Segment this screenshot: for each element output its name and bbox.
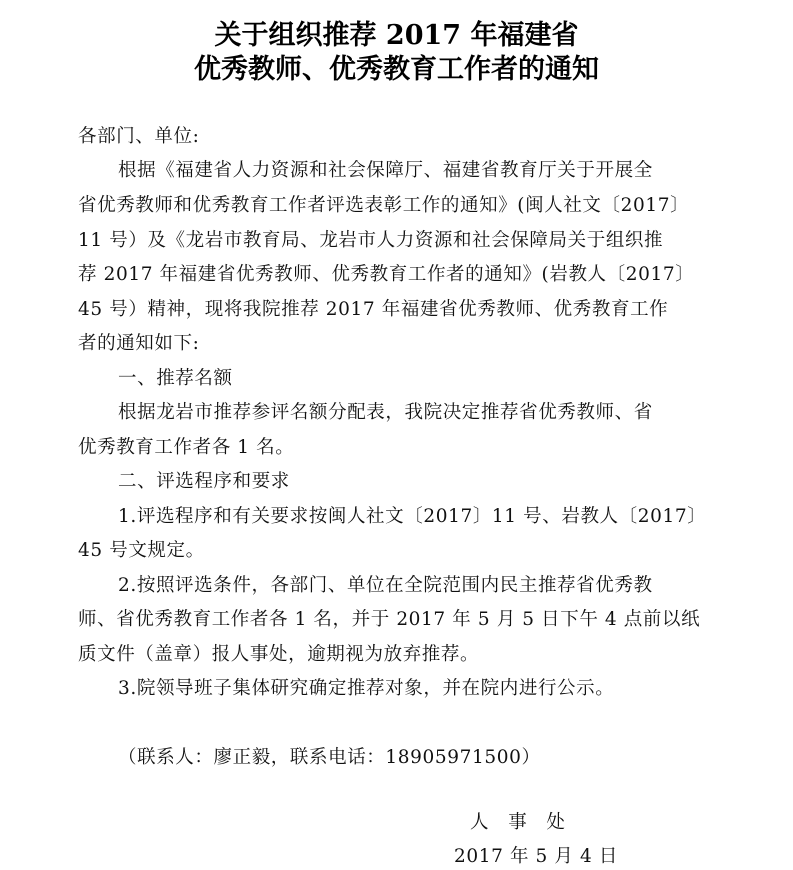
- signature-date: 2017 年 5 月 4 日: [454, 846, 618, 867]
- contact-info: （联系人：廖正毅，联系电话：18905971500）: [118, 747, 541, 768]
- paragraph-1-line-2: 省优秀教师和优秀教育工作者评选表彰工作的通知》(闽人社文〔2017〕: [78, 195, 690, 216]
- section-2-item-1-line-2: 45 号文规定。: [78, 540, 205, 561]
- section-1-heading: 一、推荐名额: [118, 368, 233, 389]
- section-2-item-2-line-1: 2.按照评选条件，各部门、单位在全院范围内民主推荐省优秀教: [118, 575, 653, 596]
- paragraph-1-line-5: 45 号）精神，现将我院推荐 2017 年福建省优秀教师、优秀教育工作: [78, 299, 669, 320]
- paragraph-1-line-1: 根据《福建省人力资源和社会保障厅、福建省教育厅关于开展全: [118, 160, 653, 181]
- section-2-item-2-line-3: 质文件（盖章）报人事处，逾期视为放弃推荐。: [78, 644, 480, 665]
- title-line-2: 优秀教师、优秀教育工作者的通知: [194, 54, 599, 85]
- section-1-line-2: 优秀教育工作者各 1 名。: [78, 437, 295, 458]
- section-2-heading: 二、评选程序和要求: [118, 471, 290, 492]
- section-2-item-1-line-1: 1.评选程序和有关要求按闽人社文〔2017〕11 号、岩教人〔2017〕: [118, 506, 707, 527]
- salutation: 各部门、单位:: [78, 126, 200, 147]
- title-line-1: 关于组织推荐 2017 年福建省: [214, 20, 579, 51]
- section-1-line-1: 根据龙岩市推荐参评名额分配表，我院决定推荐省优秀教师、省: [118, 402, 653, 423]
- paragraph-1-line-4: 荐 2017 年福建省优秀教师、优秀教育工作者的通知》(岩教人〔2017〕: [78, 264, 695, 285]
- section-2-item-2-line-2: 师、省优秀教育工作者各 1 名，并于 2017 年 5 月 5 日下午 4 点前以纸: [78, 609, 701, 630]
- paragraph-1-line-6: 者的通知如下:: [78, 333, 200, 354]
- section-2-item-3: 3.院领导班子集体研究确定推荐对象，并在院内进行公示。: [118, 678, 615, 699]
- signature-department: 人 事 处: [470, 812, 566, 833]
- paragraph-1-line-3: 11 号）及《龙岩市教育局、龙岩市人力资源和社会保障局关于组织推: [78, 230, 664, 251]
